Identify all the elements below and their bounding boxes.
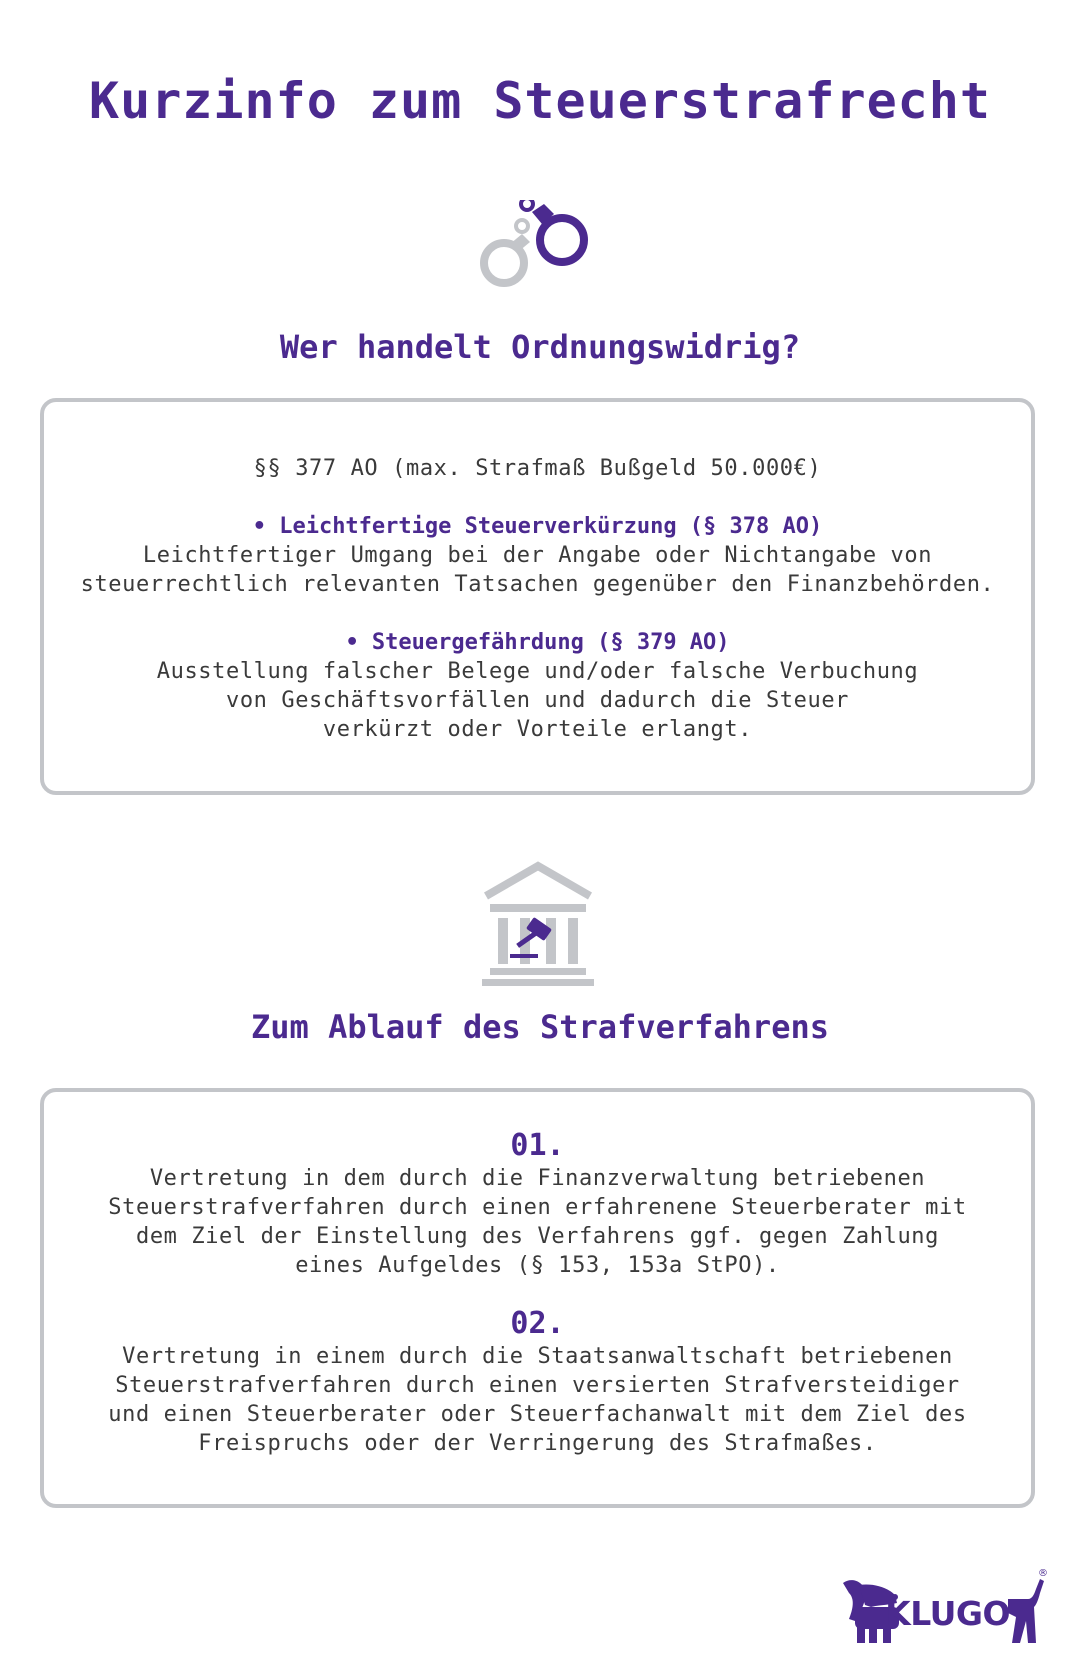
registered-mark: ®: [1038, 1568, 1048, 1579]
step-text-line: und einen Steuerberater oder Steuerfachanwalt mit dem Ziel des: [108, 1402, 967, 1427]
item-heading: • Leichtfertige Steuerverkürzung (§ 378 AO): [252, 514, 823, 539]
step-text-line: eines Aufgeldes (§ 153, 153a StPO).: [295, 1253, 780, 1278]
item-text-line: steuerrechtlich relevanten Tatsachen gegenüber den Finanzbehörden.: [80, 572, 995, 597]
item-heading: • Steuergefährdung (§ 379 AO): [345, 630, 730, 655]
item-text-line: Ausstellung falscher Belege und/oder falsche Verbuchung: [156, 659, 919, 684]
item-text-line: verkürzt oder Vorteile erlangt.: [322, 717, 753, 742]
info-card-strafverfahren: [40, 1088, 1035, 1508]
page-title: Kurzinfo zum Steuerstrafrecht: [89, 72, 991, 130]
step-text-line: Vertretung in einem durch die Staatsanwaltschaft betriebenen: [122, 1344, 953, 1369]
item-text-line: Leichtfertiger Umgang bei der Angabe oder Nichtangabe von: [142, 543, 933, 568]
step-text-line: Steuerstrafverfahren durch einen versierten Strafversteidiger: [115, 1373, 960, 1398]
dog-tail-icon: [1006, 1577, 1046, 1645]
klugo-logo: [829, 1577, 1046, 1645]
section-heading-ordnungswidrig: Wer handelt Ordnungswidrig?: [279, 328, 801, 366]
section-heading-strafverfahren: Zum Ablauf des Strafverfahrens: [251, 1008, 829, 1046]
logo-text: KLUGO: [885, 1594, 1010, 1633]
handcuffs-icon: [470, 200, 600, 304]
step-number: 02.: [510, 1306, 565, 1341]
card-intro: §§ 377 AO (max. Strafmaß Bußgeld 50.000€): [253, 456, 822, 481]
step-text-line: Vertretung in dem durch die Finanzverwaltung betriebenen: [149, 1166, 926, 1191]
step-text-line: Freispruchs oder der Verringerung des Strafmaßes.: [198, 1431, 877, 1456]
step-number: 01.: [510, 1128, 565, 1163]
item-text-line: von Geschäftsvorfällen und dadurch die Steuer: [225, 688, 850, 713]
step-text-line: dem Ziel der Einstellung des Verfahrens ggf. gegen Zahlung: [135, 1224, 940, 1249]
step-text-line: Steuerstrafverfahren durch einen erfahrenene Steuerberater mit: [108, 1195, 967, 1220]
info-card-ordnungswidrig: [40, 398, 1035, 795]
courthouse-gavel-icon: [480, 860, 596, 990]
